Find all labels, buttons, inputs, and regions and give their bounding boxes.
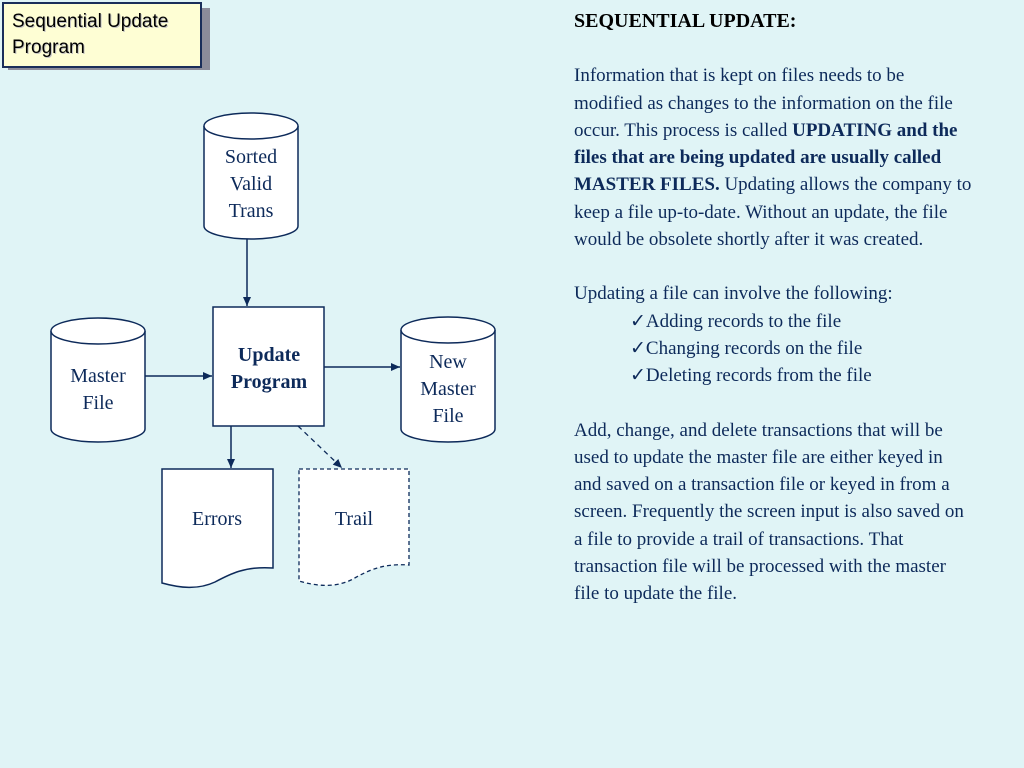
trail-label: Trail [334,508,374,530]
checkmark-icon: ✓ [630,310,646,332]
slide-title: Sequential Update Program [2,2,202,68]
section-heading: SEQUENTIAL UPDATE: [574,10,797,32]
trail-document [299,469,409,585]
description-panel [574,8,974,608]
new-master-file-label-3: File [432,405,464,427]
list-item-label: Adding records to the file [645,310,842,332]
checkmark-icon: ✓ [630,365,646,387]
paragraph-updating [574,62,974,253]
sorted-valid-trans-label-1: Sorted [224,146,278,168]
arrow-program-to-trail [298,426,342,468]
list-item [630,362,974,389]
list-item [630,308,974,335]
paragraph-updating-text-b: Updating allows the company to keep a file up-to-date. Without an update, the file would be obsolete shortly after it was created. [574,174,972,251]
update-program-label-2: Program [230,371,308,393]
checkmark-icon: ✓ [630,337,646,359]
paragraph-updating-bold: UPDATING and the files that are being updated are usually called MASTER FILES. [574,119,958,196]
master-file-label-2: File [82,392,114,414]
errors-label: Errors [192,508,242,530]
update-operations-list [630,308,974,390]
sorted-valid-trans-cylinder [204,113,298,239]
new-master-file-label-2: Master [420,378,476,400]
paragraph-transactions: Add, change, and delete transactions that will be used to update the master file are either keyed in and saved on a transaction file or keyed in from a screen. Frequently the screen input is also saved on a file to provide a trail of transactions. That transaction file will be processed with the master file to update the file. [574,419,964,605]
master-file-label-1: Master [70,365,126,387]
errors-document [162,469,273,587]
paragraph-updating-text-a: Information that is kept on files needs to be modified as changes to the information on the file occur. This process is called [574,65,953,141]
sorted-valid-trans-label-3: Trans [228,200,274,222]
new-master-file-cylinder [401,317,495,442]
master-file-cylinder [51,318,145,442]
list-item-label: Deleting records from the file [645,365,872,387]
update-program-box [213,307,324,426]
new-master-file-label-1: New [429,351,467,373]
sorted-valid-trans-label-2: Valid [229,173,273,195]
paragraph-involves: Updating a file can involve the following: [574,283,893,305]
update-program-label-1: Update [237,344,301,366]
list-item-label: Changing records on the file [645,337,863,359]
list-item [630,335,974,362]
